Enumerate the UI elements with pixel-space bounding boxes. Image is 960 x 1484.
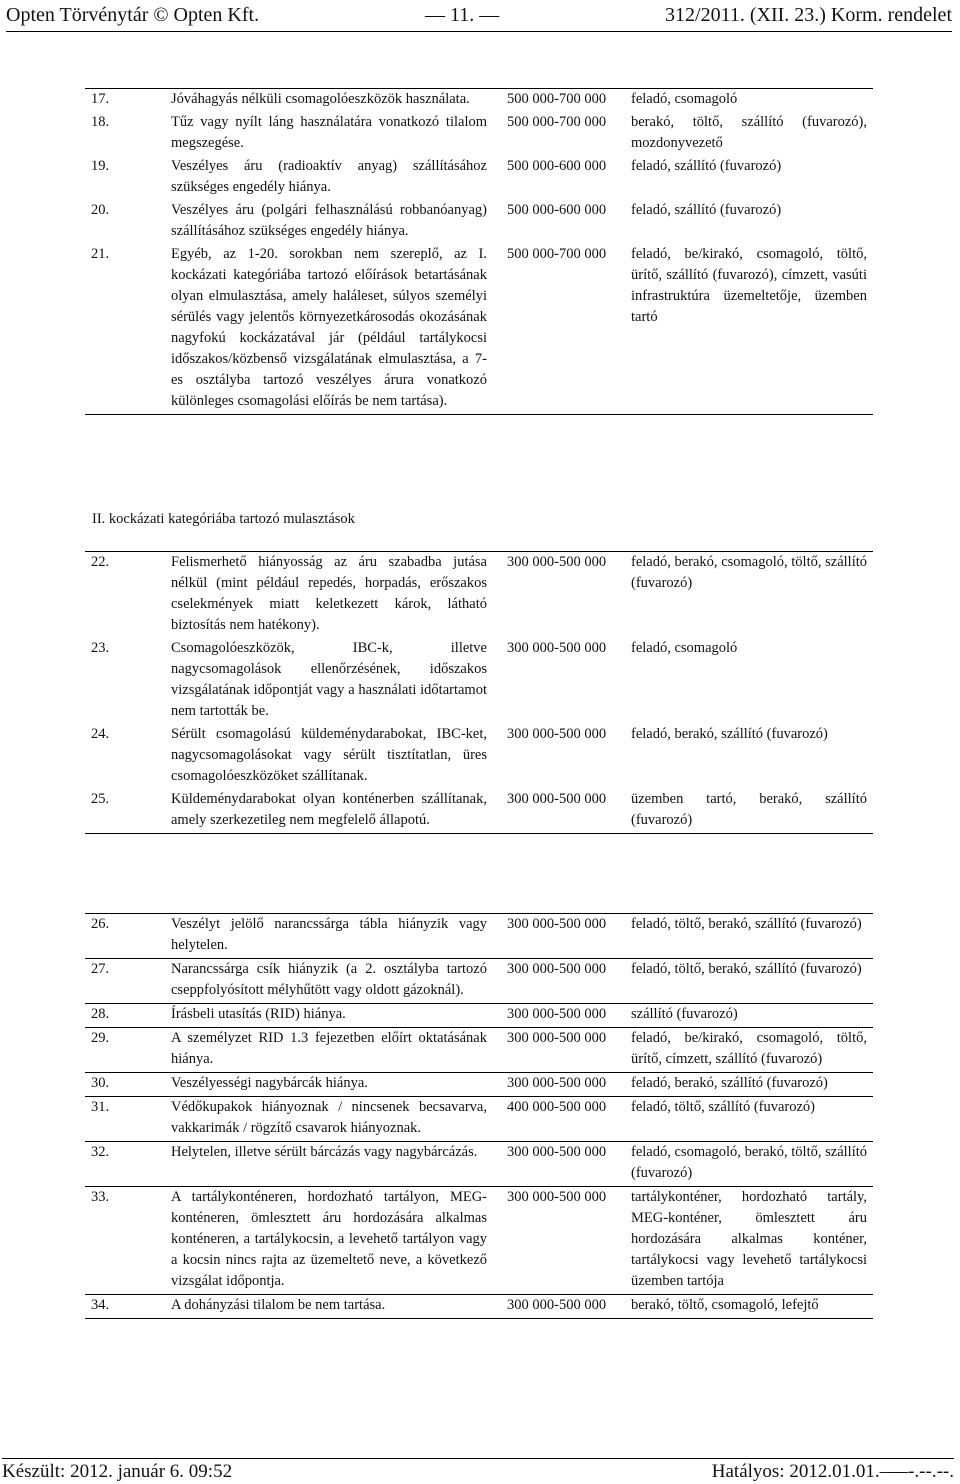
violation-description: Csomagolóeszközök, IBC-k, illetve nagycsomagolások ellenőrzésének, időszakos vizsgálatának időpontját vagy a használati időtartamot nem tartották be.	[171, 640, 487, 719]
row-number: 22.	[91, 554, 110, 570]
row-number: 33.	[91, 1189, 110, 1205]
fine-amount: 300 000-500 000	[507, 640, 607, 656]
fine-amount: 300 000-500 000	[507, 726, 607, 742]
table-row	[85, 112, 873, 156]
fine-amount: 300 000-500 000	[507, 1006, 607, 1022]
responsible-parties: berakó, töltő, szállító (fuvarozó), mozdonyvezető	[631, 114, 867, 151]
violation-description: Írásbeli utasítás (RID) hiánya.	[171, 1006, 346, 1022]
table-row	[85, 1004, 873, 1028]
responsible-parties: berakó, töltő, csomagoló, lefejtő	[631, 1297, 819, 1313]
responsible-parties: feladó, szállító (fuvarozó)	[631, 202, 782, 218]
fine-amount: 300 000-500 000	[507, 1189, 607, 1205]
violation-description: Sérült csomagolású küldeménydarabokat, IBC-ket, nagycsomagolásokat vagy sérült tisztítatlan, üres csomagolóeszközöket szállítanak.	[171, 726, 487, 784]
table-row	[85, 638, 873, 724]
table-row	[85, 1142, 873, 1187]
footer-created: Készült: 2012. január 6. 09:52	[2, 1461, 233, 1482]
fine-amount: 300 000-500 000	[507, 1030, 607, 1046]
header-publisher: Opten Törvénytár © Opten Kft.	[6, 3, 260, 26]
fine-table-category-3	[85, 913, 873, 1319]
violation-description: Védőkupakok hiányoznak / nincsenek becsavarva, vakkarimák / rögzítő csavarok hiányoznak.	[171, 1099, 487, 1136]
responsible-parties: feladó, csomagoló, berakó, töltő, szállító (fuvarozó)	[631, 1144, 867, 1181]
violation-description: A személyzet RID 1.3 fejezetben előírt oktatásának hiánya.	[171, 1030, 487, 1067]
violation-description: Küldeménydarabokat olyan konténerben szállítanak, amely szerkezetileg nem megfelelő állapotú.	[171, 791, 487, 828]
responsible-parties: feladó, be/kirakó, csomagoló, töltő, ürítő, címzett, szállító (fuvarozó)	[631, 1030, 867, 1067]
fine-amount: 500 000-600 000	[507, 202, 607, 218]
fine-amount: 500 000-700 000	[507, 246, 607, 262]
row-number: 27.	[91, 961, 110, 977]
responsible-parties: tartálykonténer, hordozható tartály, MEG-konténer, ömlesztett áru hordozására alkalmas konténer, tartálykocsi vagy levehető tartálykocsi üzemben tartója	[631, 1189, 867, 1289]
row-number: 17.	[91, 91, 110, 107]
table-row	[85, 156, 873, 200]
header-page-number: — 11. —	[424, 3, 500, 26]
violation-description: Egyéb, az 1-20. sorokban nem szereplő, az I. kockázati kategóriába tartozó előírások betartásának olyan elmulasztása, amely haláleset, súlyos személyi sérülés vagy jelentős környezetkárosodás okozásának nagyfokú kockázatával jár (például tartálykocsi időszakos/közbenső vizsgálatának elmulasztása, a 7-es osztályba tartozó veszélyes árura vonatkozó különleges csomagolási előírás be nem tartása).	[171, 246, 487, 409]
row-number: 18.	[91, 114, 110, 130]
violation-description: Helytelen, illetve sérült bárcázás vagy nagybárcázás.	[171, 1144, 478, 1160]
row-number: 23.	[91, 640, 110, 656]
footer-divider	[2, 1458, 954, 1459]
fine-amount: 300 000-500 000	[507, 1297, 607, 1313]
fine-amount: 300 000-500 000	[507, 916, 607, 932]
fine-amount: 300 000-500 000	[507, 961, 607, 977]
page-header	[6, 0, 952, 30]
row-number: 31.	[91, 1099, 110, 1115]
section-heading-category-2: II. kockázati kategóriába tartozó mulasztások	[92, 511, 355, 527]
fine-amount: 300 000-500 000	[507, 791, 607, 807]
row-number: 29.	[91, 1030, 110, 1046]
row-number: 21.	[91, 246, 110, 262]
table-row	[85, 959, 873, 1004]
responsible-parties: feladó, be/kirakó, csomagoló, töltő, ürítő, szállító (fuvarozó), címzett, vasúti infrastruktúra üzemeltetője, üzemben tartó	[631, 246, 867, 325]
row-number: 26.	[91, 916, 110, 932]
responsible-parties: feladó, töltő, szállító (fuvarozó)	[631, 1099, 816, 1115]
row-number: 34.	[91, 1297, 110, 1313]
violation-description: Narancssárga csík hiányzik (a 2. osztályba tartozó cseppfolyósított mélyhűtött vagy oldott gázoknál).	[171, 961, 487, 998]
responsible-parties: feladó, csomagoló	[631, 640, 738, 656]
table-row	[85, 1028, 873, 1073]
table-row	[85, 1073, 873, 1097]
header-divider	[6, 31, 952, 32]
responsible-parties: feladó, töltő, berakó, szállító (fuvarozó)	[631, 961, 862, 977]
table-row	[85, 914, 873, 959]
violation-description: Jóváhagyás nélküli csomagolóeszközök használata.	[171, 91, 470, 107]
footer-effective: Hatályos: 2012.01.01.–—-.--.--.	[711, 1461, 954, 1482]
row-number: 30.	[91, 1075, 110, 1091]
table-row	[85, 552, 873, 639]
table-row	[85, 789, 873, 834]
violation-description: Veszélyt jelölő narancssárga tábla hiányzik vagy helytelen.	[171, 916, 487, 953]
fine-table-category-2	[85, 551, 873, 834]
table-row	[85, 200, 873, 244]
row-number: 24.	[91, 726, 110, 742]
responsible-parties: szállító (fuvarozó)	[631, 1006, 738, 1022]
responsible-parties: üzemben tartó, berakó, szállító (fuvarozó)	[631, 791, 867, 828]
table-row	[85, 89, 873, 113]
header-decree-title: 312/2011. (XII. 23.) Korm. rendelet	[665, 3, 952, 26]
fine-amount: 300 000-500 000	[507, 1075, 607, 1091]
responsible-parties: feladó, csomagoló	[631, 91, 738, 107]
violation-description: Veszélyességi nagybárcák hiánya.	[171, 1075, 368, 1091]
violation-description: Veszélyes áru (polgári felhasználású robbanóanyag) szállításához szükséges engedély hiánya.	[171, 202, 487, 239]
fine-amount: 500 000-600 000	[507, 158, 607, 174]
violation-description: Veszélyes áru (radioaktív anyag) szállításához szükséges engedély hiánya.	[171, 158, 487, 195]
row-number: 32.	[91, 1144, 110, 1160]
fine-amount: 500 000-700 000	[507, 114, 607, 130]
responsible-parties: feladó, berakó, szállító (fuvarozó)	[631, 1075, 828, 1091]
fine-amount: 400 000-500 000	[507, 1099, 607, 1115]
row-number: 19.	[91, 158, 110, 174]
fine-table-category-1	[85, 88, 873, 415]
table-row	[85, 1187, 873, 1295]
responsible-parties: feladó, berakó, csomagoló, töltő, szállító (fuvarozó)	[631, 554, 867, 591]
responsible-parties: feladó, töltő, berakó, szállító (fuvarozó)	[631, 916, 862, 932]
fine-amount: 300 000-500 000	[507, 554, 607, 570]
page-footer	[2, 1460, 954, 1484]
responsible-parties: feladó, berakó, szállító (fuvarozó)	[631, 726, 828, 742]
fine-amount: 500 000-700 000	[507, 91, 607, 107]
table-row	[85, 724, 873, 789]
row-number: 20.	[91, 202, 110, 218]
row-number: 28.	[91, 1006, 110, 1022]
responsible-parties: feladó, szállító (fuvarozó)	[631, 158, 782, 174]
violation-description: Tűz vagy nyílt láng használatára vonatkozó tilalom megszegése.	[171, 114, 487, 151]
table-row	[85, 1097, 873, 1142]
table-row	[85, 244, 873, 415]
violation-description: A dohányzási tilalom be nem tartása.	[171, 1297, 386, 1313]
table-row	[85, 1295, 873, 1319]
row-number: 25.	[91, 791, 110, 807]
violation-description: Felismerhető hiányosság az áru szabadba jutása nélkül (mint például repedés, horpadás, erőszakos cselekmények miatt keletkezett károk, látható biztosítás nem hatékony).	[171, 554, 487, 633]
fine-amount: 300 000-500 000	[507, 1144, 607, 1160]
violation-description: A tartálykonténeren, hordozható tartályon, MEG-konténeren, ömlesztett áru hordozására alkalmas konténeren, a tartálykocsin, a levehető tartályon vagy a kocsin nincs rajta az üzemeltető neve, a következő vizsgálat időpontja.	[171, 1189, 487, 1289]
